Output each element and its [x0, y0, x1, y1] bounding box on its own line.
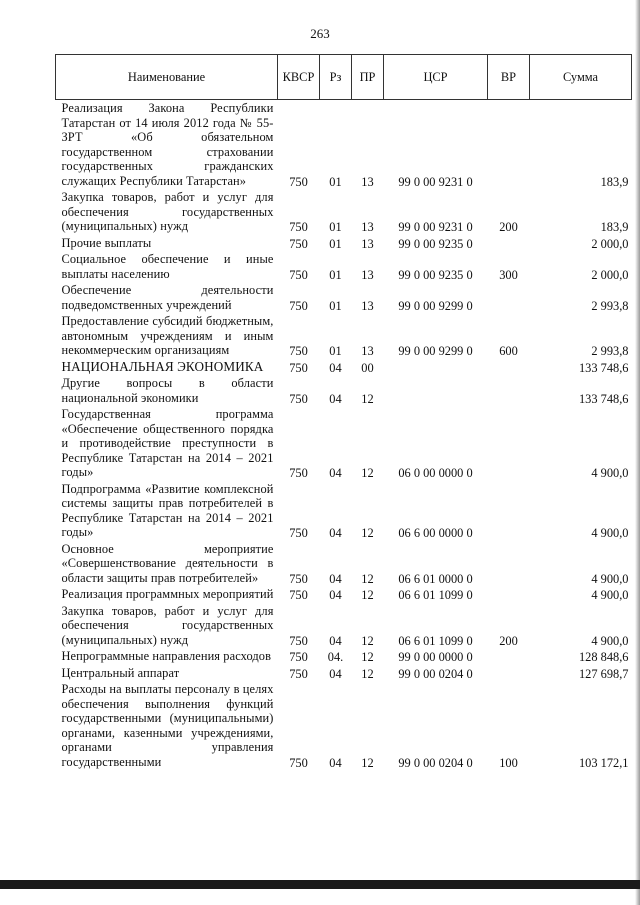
- cell-rz: 01: [329, 267, 342, 282]
- cell-sum: 128 848,6: [578, 650, 629, 664]
- cell-csr: 99 0 00 9231 0: [398, 220, 473, 234]
- cell-vr: [488, 648, 530, 665]
- cell-vr: [488, 406, 530, 481]
- cell-rz: 01: [329, 220, 342, 234]
- cell-sum: 2 000,0: [591, 236, 629, 251]
- cell-csr: 99 0 00 0204 0: [398, 666, 473, 681]
- table-row: [56, 681, 632, 770]
- cell-name: НАЦИОНАЛЬНАЯ ЭКОНОМИКА: [61, 358, 264, 374]
- cell-rz: 04: [329, 391, 342, 406]
- cell-kvsr: 750: [289, 360, 308, 375]
- table-row: [56, 665, 632, 682]
- cell-name: Непрограммные направления расходов: [61, 649, 272, 663]
- table-row: [56, 189, 632, 235]
- budget-table: [55, 54, 632, 770]
- cell-kvsr: 750: [289, 633, 308, 648]
- cell-name: Закупка товаров, работ и услуг для обеспечения государственных (муниципальных) нужд: [61, 190, 274, 233]
- table-row: [56, 282, 632, 313]
- header-kvsr: КВСР: [278, 55, 320, 100]
- cell-pr: 13: [361, 298, 374, 313]
- table-row: [56, 603, 632, 649]
- cell-rz: 01: [329, 344, 342, 358]
- cell-name: Прочие выплаты: [61, 235, 152, 250]
- cell-csr: 99 0 00 9235 0: [398, 267, 473, 282]
- cell-name: Государственная программа «Обеспечение общественного порядка и противодействие преступности в Республике Татарстан на 2014 – 2021 годы»: [61, 407, 274, 479]
- cell-vr: 600: [499, 344, 518, 358]
- cell-name: Другие вопросы в области национальной экономики: [61, 376, 274, 405]
- cell-csr: 06 6 01 1099 0: [398, 633, 473, 648]
- cell-name: Реализация программных мероприятий: [61, 587, 274, 601]
- table-row: [56, 648, 632, 665]
- cell-kvsr: 750: [289, 466, 308, 480]
- cell-pr: 12: [361, 571, 374, 586]
- cell-pr: 12: [361, 633, 374, 648]
- cell-vr: [488, 359, 530, 376]
- table-row: [56, 359, 632, 376]
- cell-kvsr: 750: [289, 174, 308, 189]
- cell-rz: 04: [329, 755, 342, 770]
- cell-rz: 04: [329, 571, 342, 586]
- header-csr: ЦСР: [384, 55, 488, 100]
- cell-name: Социальное обеспечение и иные выплаты населению: [61, 252, 274, 281]
- cell-sum: 183,9: [600, 174, 629, 189]
- cell-sum: 4 900,0: [591, 633, 629, 648]
- cell-name: Реализация Закона Республики Татарстан от 14 июля 2012 года № 55-ЗРТ «Об обязательном государственном страховании государственных гражданских служащих Республики Татарстан»: [61, 101, 274, 188]
- cell-kvsr: 750: [289, 755, 308, 770]
- cell-kvsr: 750: [289, 571, 308, 586]
- table-row: [56, 481, 632, 541]
- cell-pr: 12: [361, 755, 374, 770]
- cell-kvsr: 750: [289, 666, 308, 681]
- cell-kvsr: 750: [289, 391, 308, 406]
- header-rz: Рз: [320, 55, 352, 100]
- cell-vr: [488, 375, 530, 406]
- cell-csr: 06 6 01 0000 0: [398, 571, 473, 586]
- table-row: [56, 541, 632, 587]
- cell-vr: 200: [499, 220, 518, 234]
- scan-bottom-bar: [0, 880, 640, 889]
- cell-sum: 133 748,6: [578, 360, 629, 375]
- cell-csr: 99 0 00 9231 0: [398, 174, 473, 189]
- cell-csr: [384, 359, 488, 376]
- cell-csr: 06 6 01 1099 0: [398, 588, 473, 602]
- cell-pr: 13: [361, 174, 374, 189]
- cell-vr: [488, 235, 530, 252]
- cell-name: Подпрограмма «Развитие комплексной системы защиты прав потребителей в Республике Татарстан на 2014 – 2021 годы»: [61, 481, 274, 539]
- cell-vr: 200: [499, 633, 518, 648]
- header-vr: ВР: [488, 55, 530, 100]
- cell-pr: 12: [361, 526, 374, 540]
- cell-sum: 103 172,1: [578, 755, 629, 770]
- table-row: [56, 235, 632, 252]
- cell-rz: 01: [329, 236, 342, 251]
- cell-rz: 04.: [327, 650, 344, 664]
- cell-sum: 127 698,7: [578, 666, 629, 681]
- cell-name: Предоставление субсидий бюджетным, автономным учреждениям и иным некоммерческим организациям: [61, 314, 274, 357]
- cell-csr: 99 0 00 9299 0: [398, 298, 473, 313]
- table-row: [56, 375, 632, 406]
- cell-pr: 12: [361, 466, 374, 480]
- cell-pr: 12: [361, 666, 374, 681]
- header-pr: ПР: [352, 55, 384, 100]
- page-number: 263: [310, 26, 330, 41]
- cell-vr: [488, 481, 530, 541]
- cell-rz: 04: [329, 466, 342, 480]
- cell-vr: [488, 100, 530, 190]
- cell-rz: 04: [329, 633, 342, 648]
- cell-sum: 133 748,6: [578, 391, 629, 406]
- header-sum: Сумма: [530, 55, 632, 100]
- cell-sum: 4 900,0: [591, 526, 629, 540]
- cell-vr: 300: [499, 267, 518, 282]
- cell-pr: 13: [361, 220, 374, 234]
- table-row: [56, 100, 632, 190]
- cell-vr: [488, 586, 530, 603]
- cell-csr: 06 6 00 0000 0: [398, 526, 473, 540]
- cell-kvsr: 750: [289, 344, 308, 358]
- cell-kvsr: 750: [289, 236, 308, 251]
- cell-pr: 12: [361, 391, 374, 406]
- cell-rz: 04: [329, 360, 342, 375]
- cell-kvsr: 750: [289, 588, 308, 602]
- cell-pr: 13: [361, 344, 374, 358]
- cell-kvsr: 750: [289, 298, 308, 313]
- cell-csr: 99 0 00 9299 0: [398, 344, 473, 358]
- cell-name: Расходы на выплаты персоналу в целях обеспечения выполнения функций государственными (муниципальными) органами, казенными учреждениями, органами управления государственными: [61, 682, 274, 769]
- cell-sum: 4 900,0: [591, 466, 629, 480]
- cell-pr: 00: [361, 360, 374, 375]
- cell-vr: [488, 541, 530, 587]
- cell-rz: 04: [329, 588, 342, 602]
- cell-sum: 4 900,0: [591, 571, 629, 586]
- cell-rz: 01: [329, 174, 342, 189]
- cell-kvsr: 750: [289, 526, 308, 540]
- cell-csr: [384, 375, 488, 406]
- page-edge-shadow: [635, 0, 640, 905]
- cell-name: Центральный аппарат: [61, 665, 180, 680]
- cell-vr: 100: [499, 755, 518, 770]
- cell-csr: 99 0 00 0000 0: [398, 650, 473, 664]
- cell-rz: 04: [329, 666, 342, 681]
- cell-sum: 183,9: [600, 220, 629, 234]
- cell-name: Основное мероприятие «Совершенствование деятельности в области защиты прав потребителей»: [61, 541, 274, 585]
- cell-csr: 99 0 00 9235 0: [398, 236, 473, 251]
- cell-csr: 99 0 00 0204 0: [398, 755, 473, 770]
- cell-name: Обеспечение деятельности подведомственных учреждений: [61, 283, 274, 312]
- cell-name: Закупка товаров, работ и услуг для обеспечения государственных (муниципальных) нужд: [61, 603, 274, 647]
- table-row: [56, 406, 632, 481]
- table-row: [56, 313, 632, 359]
- cell-pr: 12: [361, 588, 374, 602]
- cell-kvsr: 750: [289, 220, 308, 234]
- cell-sum: 2 993,8: [591, 298, 629, 313]
- cell-pr: 13: [361, 236, 374, 251]
- header-name: Наименование: [56, 55, 278, 100]
- cell-rz: 01: [329, 298, 342, 313]
- cell-kvsr: 750: [289, 650, 308, 664]
- cell-csr: 06 0 00 0000 0: [398, 466, 473, 480]
- cell-sum: 2 000,0: [591, 267, 629, 282]
- table-row: [56, 586, 632, 603]
- cell-sum: 4 900,0: [591, 588, 629, 602]
- cell-pr: 13: [361, 267, 374, 282]
- cell-pr: 12: [361, 650, 374, 664]
- table-body: [56, 100, 632, 771]
- table-row: [56, 251, 632, 282]
- cell-rz: 04: [329, 526, 342, 540]
- cell-kvsr: 750: [289, 267, 308, 282]
- cell-vr: [488, 282, 530, 313]
- table-header-row: [56, 55, 632, 100]
- cell-sum: 2 993,8: [591, 344, 629, 358]
- cell-vr: [488, 665, 530, 682]
